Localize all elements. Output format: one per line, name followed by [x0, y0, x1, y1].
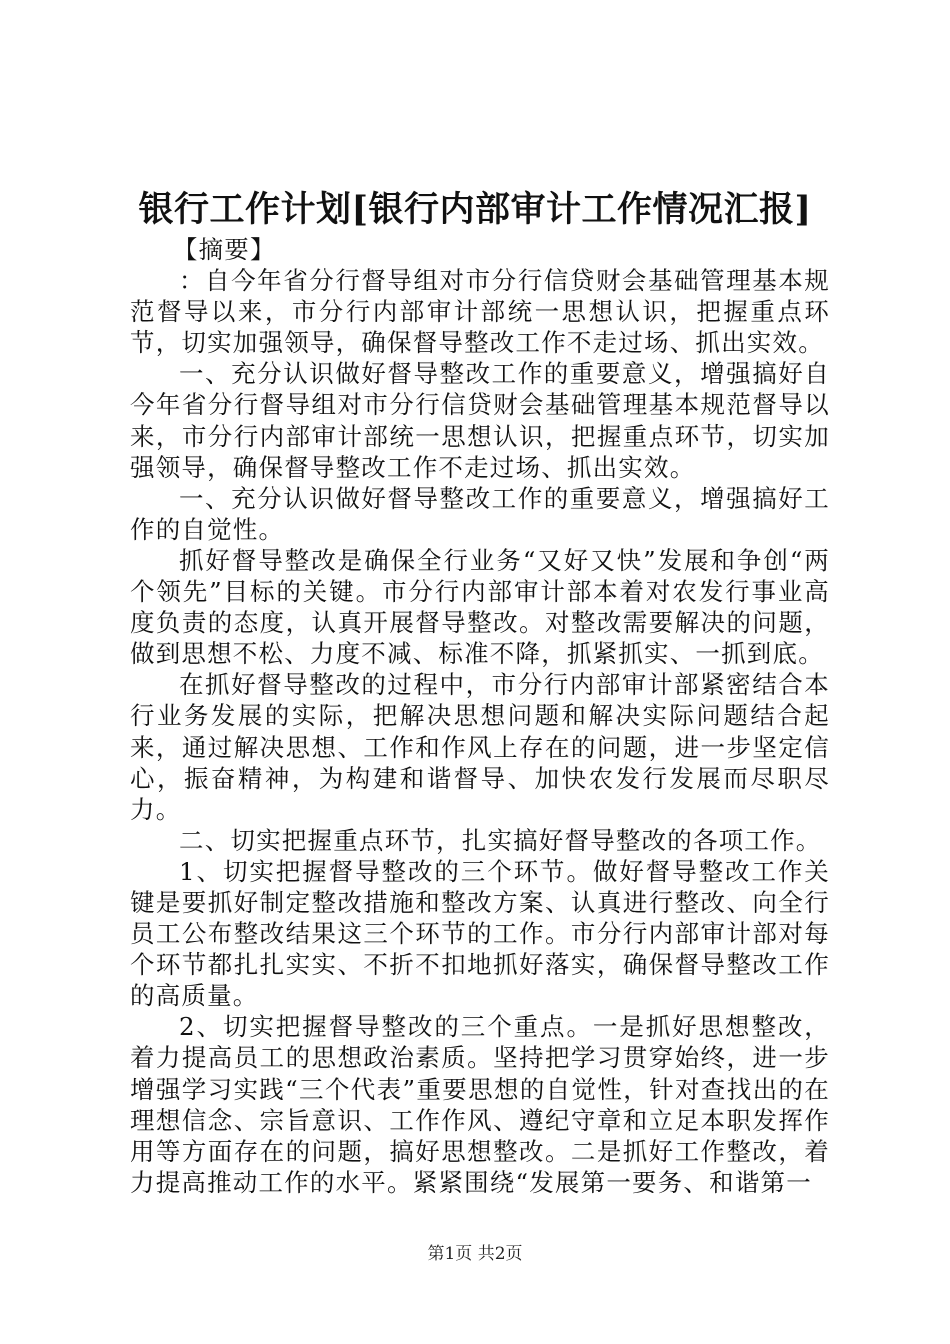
abstract-label: 【摘要】: [172, 235, 276, 264]
paragraph: 1、切实把握督导整改的三个环节。做好督导整改工作关键是要抓好制定整改措施和整改方案、认真进行整改、向全行员工公布整改结果这三个环节的工作。市分行内部审计部对每个环节都扎扎实实、不折不扣地抓好落实，确保督导整改工作的高质量。: [130, 856, 830, 1011]
paragraph: 二、切实把握重点环节，扎实搞好督导整改的各项工作。: [179, 825, 822, 855]
page-footer: 第1页 共2页: [427, 1244, 523, 1264]
paragraph: 2、切实把握督导整改的三个重点。一是抓好思想整改，着力提高员工的思想政治素质。坚持把学习贯穿始终，进一步增强学习实践“三个代表”重要思想的自觉性，针对查找出的在理想信念、宗旨意识、工作作风、遵纪守章和立足本职发挥作用等方面存在的问题，搞好思想整改。二是抓好工作整改，着力提高推动工作的水平。紧紧围绕“发展第一要务、和谐第一: [130, 1012, 830, 1197]
paragraph: 一、充分认识做好督导整改工作的重要意义，增强搞好工作的自觉性。: [130, 483, 830, 544]
paragraph: 在抓好督导整改的过程中，市分行内部审计部紧密结合本行业务发展的实际，把解决思想问题和解决实际问题结合起来，通过解决思想、工作和作风上存在的问题，进一步坚定信心，振奋精神，为构建和谐督导、加快农发行发展而尽职尽力。: [130, 670, 830, 824]
document-title: 银行工作计划[银行内部审计工作情况汇报]: [138, 189, 812, 230]
paragraph: ：自今年省分行督导组对市分行信贷财会基础管理基本规范督导以来，市分行内部审计部统一思想认识，把握重点环节，切实加强领导，确保督导整改工作不走过场、抓出实效。: [130, 266, 830, 358]
paragraph: 抓好督导整改是确保全行业务“又好又快”发展和争创“两个领先”目标的关键。市分行内部审计部本着对农发行事业高度负责的态度，认真开展督导整改。对整改需要解决的问题，做到思想不松、力度不减、标准不降，抓紧抓实、一抓到底。: [130, 545, 830, 669]
document-body: [130, 234, 830, 1198]
paragraph: 一、充分认识做好督导整改工作的重要意义，增强搞好自今年省分行督导组对市分行信贷财会基础管理基本规范督导以来，市分行内部审计部统一思想认识，把握重点环节，切实加强领导，确保督导整改工作不走过场、抓出实效。: [130, 359, 830, 482]
